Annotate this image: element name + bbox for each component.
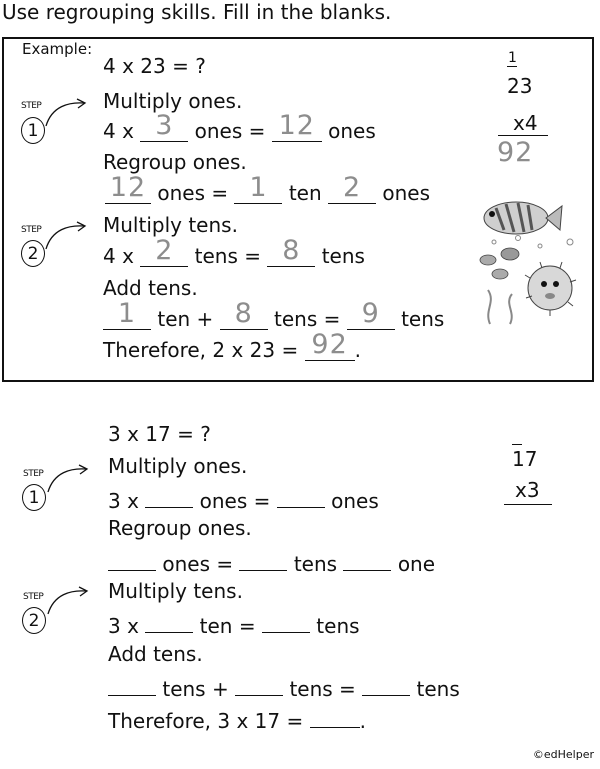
handwritten-answer: 8: [282, 235, 301, 266]
step-label: STEP: [21, 225, 42, 235]
handwritten-answer: 2: [342, 172, 362, 203]
answer-blank[interactable]: [108, 673, 156, 696]
step-label: STEP: [23, 592, 44, 602]
example-line-4: 1 ten + 8 tens = 9 tens: [103, 307, 444, 331]
example-multiplier: x4: [513, 111, 538, 135]
example-top-number: 23: [507, 74, 533, 98]
handwritten-answer: 92: [311, 329, 348, 360]
answer-blank[interactable]: [310, 705, 360, 728]
handwritten-answer: 9: [361, 298, 380, 329]
problem-line-3: 3 x ten = tens: [108, 610, 360, 638]
problem-add-tens: Add tens.: [108, 642, 203, 666]
problem-question: 3 x 17 = ?: [108, 422, 211, 446]
step-2-circle: 2: [21, 240, 45, 267]
problem-multiply-tens: Multiply tens.: [108, 579, 243, 603]
problem-multiply-ones: Multiply ones.: [108, 454, 248, 478]
step-label: STEP: [23, 469, 44, 479]
answer-blank[interactable]: [145, 485, 193, 508]
example-multiply-ones: Multiply ones.: [103, 89, 243, 113]
problem-answer-line: [504, 504, 552, 505]
copyright: ©edHelper: [532, 748, 594, 761]
fish-illustration-icon: [470, 198, 588, 326]
step-2-circle: 2: [22, 607, 46, 634]
answer-blank[interactable]: [362, 673, 410, 696]
problem-regroup-ones: Regroup ones.: [108, 516, 252, 540]
handwritten-answer: 12: [278, 110, 315, 141]
answer-blank[interactable]: [239, 548, 287, 571]
handwritten-answer: 2: [155, 235, 174, 266]
example-therefore: Therefore, 2 x 23 = 92 .: [103, 329, 361, 362]
problem-top-number: 17: [512, 447, 538, 471]
carry-digit: 1: [508, 50, 517, 66]
answer-blank[interactable]: [343, 548, 391, 571]
handwritten-answer: 1: [117, 298, 137, 329]
step-1-circle: 1: [21, 117, 45, 144]
example-regroup-ones: Regroup ones.: [103, 150, 247, 174]
example-label: Example:: [22, 40, 93, 58]
example-line-2: 12 ones = 1 ten 2 ones: [105, 181, 430, 205]
arrow-icon: [46, 462, 92, 496]
carry-line: [507, 66, 517, 67]
carry-line: [512, 444, 522, 445]
answer-blank[interactable]: [262, 610, 310, 633]
handwritten-answer: 3: [155, 110, 174, 141]
answer-blank[interactable]: [277, 485, 325, 508]
problem-therefore: Therefore, 3 x 17 = .: [108, 705, 366, 733]
arrow-icon: [46, 584, 92, 618]
example-question: 4 x 23 = ?: [103, 54, 206, 78]
handwritten-answer: 1: [249, 172, 268, 203]
problem-multiplier: x3: [515, 478, 540, 502]
answer-blank[interactable]: [235, 673, 283, 696]
example-add-tens: Add tens.: [103, 276, 198, 300]
handwritten-answer: 12: [109, 172, 147, 203]
answer-blank[interactable]: [145, 610, 193, 633]
arrow-icon: [44, 219, 90, 253]
arrow-icon: [44, 96, 90, 130]
example-line-3: 4 x 2 tens = 8 tens: [103, 235, 365, 268]
step-label: STEP: [21, 101, 42, 111]
example-answer-line: [498, 135, 548, 136]
handwritten-answer: 8: [234, 298, 253, 329]
example-multiply-tens: Multiply tens.: [103, 213, 238, 237]
instructions: Use regrouping skills. Fill in the blanks.: [2, 0, 392, 24]
step-1-circle: 1: [22, 484, 46, 511]
example-line-1: 4 x 3 ones = 12 ones: [103, 110, 376, 143]
example-answer: 92: [497, 137, 534, 168]
answer-blank[interactable]: [108, 548, 156, 571]
problem-line-1: 3 x ones = ones: [108, 485, 379, 513]
problem-line-2: ones = tens one: [108, 548, 435, 576]
problem-line-4: tens + tens = tens: [108, 673, 460, 701]
